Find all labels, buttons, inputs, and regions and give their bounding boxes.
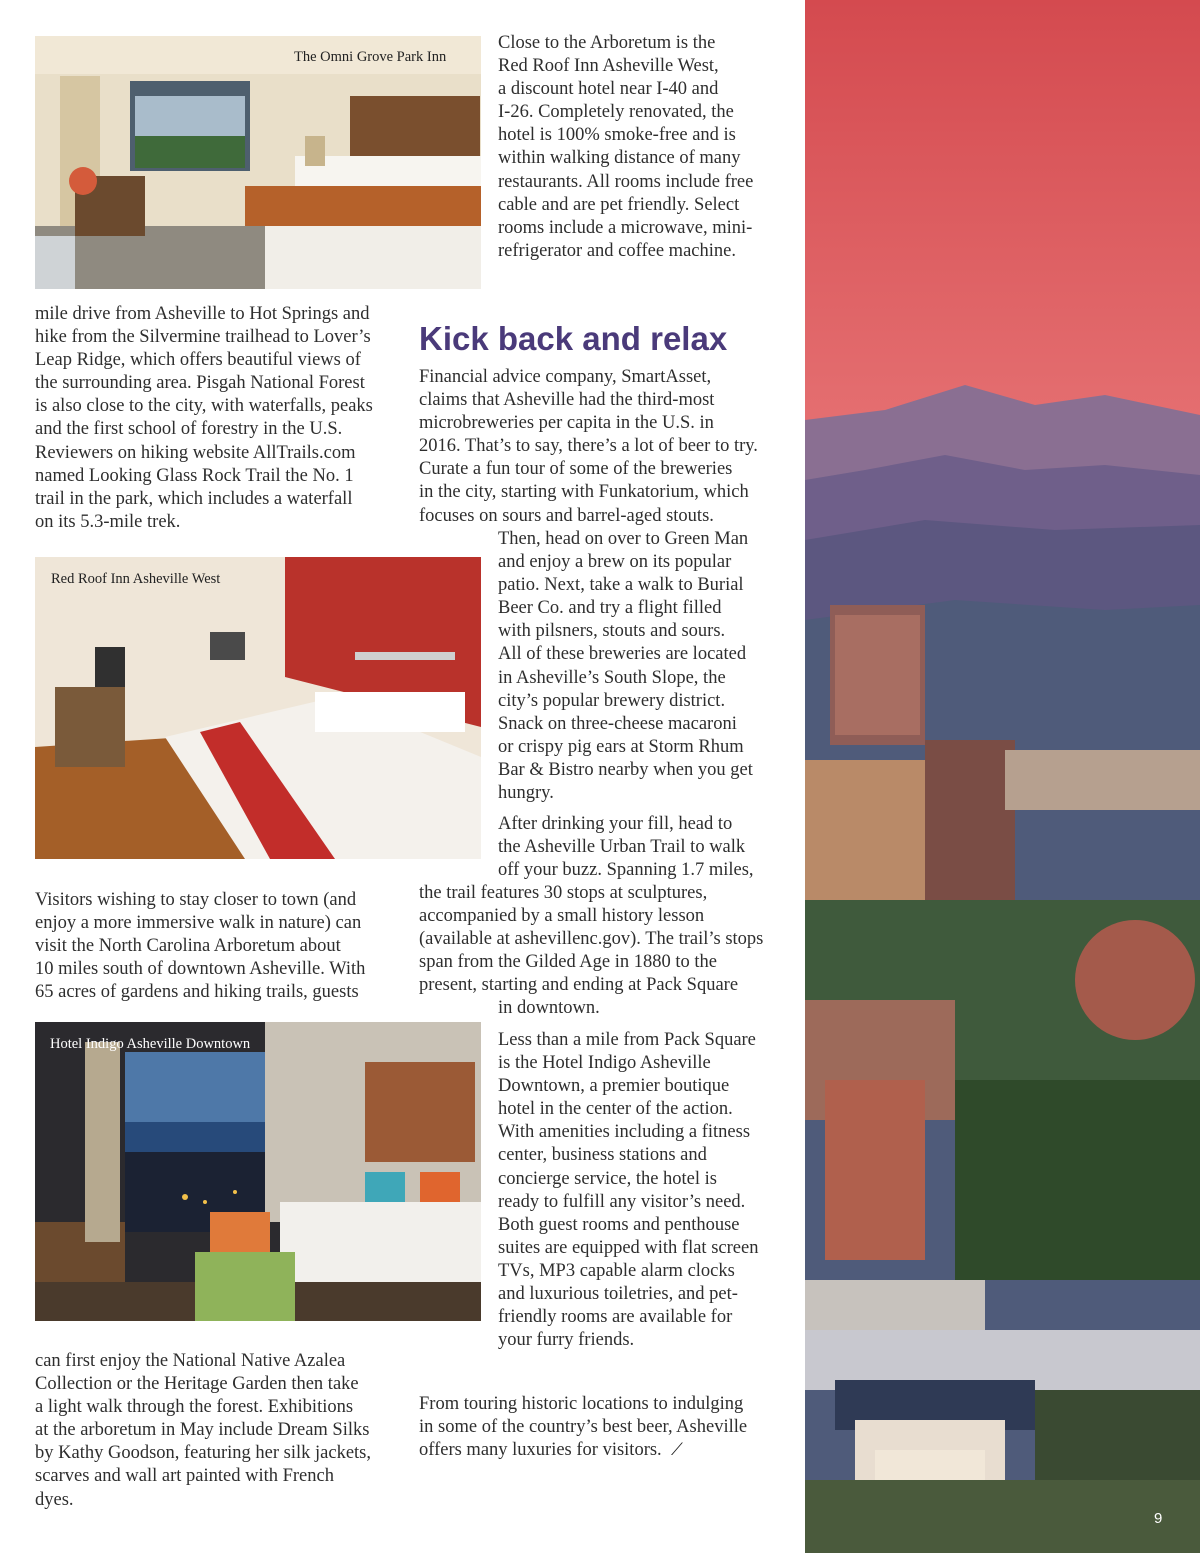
text-line: 10 miles south of downtown Asheville. With (35, 959, 366, 980)
text-line: Reviewers on hiking website AllTrails.com (35, 442, 356, 463)
text-line: is also close to the city, with waterfalls, peaks (35, 396, 373, 417)
text-line: trail in the park, which includes a waterfall (35, 488, 353, 509)
text-line: in the city, starting with Funkatorium, which (419, 482, 749, 503)
text-line: (available at ashevillenc.gov). The trail’s stops (419, 929, 764, 950)
text-line: 2016. That’s to say, there’s a lot of beer to try. (419, 436, 758, 457)
text-line: in Asheville’s South Slope, the (498, 667, 726, 688)
text-line: cable and are pet friendly. Select (498, 194, 740, 215)
text-line: Close to the Arboretum is the (498, 33, 716, 53)
text-line: Red Roof Inn Asheville West, (498, 56, 719, 77)
text-line: TVs, MP3 capable alarm clocks (498, 1260, 735, 1281)
text-line: offers many luxuries for visitors. (419, 1440, 662, 1461)
text-line: ready to fulfill any visitor’s need. (498, 1191, 746, 1212)
text-line: hungry. (498, 783, 554, 804)
text-line: hike from the Silvermine trailhead to Lover’s (35, 327, 371, 348)
text-line: the surrounding area. Pisgah National Forest (35, 373, 365, 394)
text-line: claims that Asheville had the third-most (419, 390, 715, 411)
text-line: or crispy pig ears at Storm Rhum (498, 736, 744, 757)
text-line: Downtown, a premier boutique (498, 1076, 730, 1097)
text-line: can first enjoy the National Native Azalea (35, 1351, 346, 1371)
text-line: scarves and wall art painted with French (35, 1466, 334, 1487)
end-mark-icon: ⟋ (670, 1440, 683, 1461)
text-line: enjoy a more immersive walk in nature) can (35, 913, 362, 934)
text-line: hotel is 100% smoke-free and is (498, 125, 736, 146)
text-line: span from the Gilded Age in 1880 to the (419, 952, 718, 973)
red-roof-inn-photo (35, 557, 481, 859)
text-line: I-26. Completely renovated, the (498, 102, 734, 123)
text-line: mile drive from Asheville to Hot Springs and (35, 304, 370, 324)
text-line: Less than a mile from Pack Square (498, 1030, 756, 1050)
text-line: Curate a fun tour of some of the breweries (419, 459, 733, 480)
right-paragraph-closing (419, 1393, 799, 1462)
text-line: Snack on three-cheese macaroni (498, 713, 737, 734)
text-line: Visitors wishing to stay closer to town (and (35, 890, 357, 910)
text-line: within walking distance of many (498, 148, 741, 169)
left-paragraph-azalea (35, 1350, 415, 1512)
text-line-with-endmark (419, 1439, 799, 1462)
text-line: microbreweries per capita in the U.S. in (419, 413, 714, 434)
right-paragraph-urban-trail-cont (419, 882, 799, 997)
text-line: with pilsners, stouts and sours. (498, 621, 726, 642)
text-line: and the first school of forestry in the U.S. (35, 419, 343, 440)
text-line: Collection or the Heritage Garden then take (35, 1374, 359, 1395)
text-line: a discount hotel near I-40 and (498, 79, 719, 100)
left-paragraph-hiking (35, 303, 415, 534)
section-heading: Kick back and relax (419, 320, 728, 357)
text-line: Bar & Bistro nearby when you get (498, 759, 753, 780)
text-line: rooms include a microwave, mini- (498, 217, 753, 238)
text-line: is the Hotel Indigo Asheville (498, 1053, 711, 1074)
text-line: named Looking Glass Rock Trail the No. 1 (35, 465, 354, 486)
text-line: by Kathy Goodson, featuring her silk jackets, (35, 1443, 372, 1464)
text-line: accompanied by a small history lesson (419, 906, 705, 927)
right-paragraph-hotel-indigo (498, 1029, 798, 1352)
omni-grove-park-inn-photo (35, 36, 481, 289)
text-line: and enjoy a brew on its popular (498, 552, 732, 573)
text-line: hotel in the center of the action. (498, 1099, 733, 1120)
text-line: in some of the country’s best beer, Asheville (419, 1417, 748, 1438)
text-line: Both guest rooms and penthouse (498, 1214, 740, 1235)
text-line: off your buzz. Spanning 1.7 miles, (498, 860, 754, 881)
text-line: restaurants. All rooms include free (498, 171, 754, 192)
right-paragraph-breweries-cont (498, 528, 798, 805)
text-line: at the arboretum in May include Dream Silks (35, 1420, 370, 1441)
text-line: Beer Co. and try a flight filled (498, 598, 722, 619)
photo-caption: The Omni Grove Park Inn (294, 49, 447, 65)
text-line: From touring historic locations to indulging (419, 1394, 744, 1414)
text-line: friendly rooms are available for (498, 1307, 733, 1328)
text-line: your furry friends. (498, 1330, 635, 1351)
page-number: 9 (1154, 1510, 1163, 1527)
text-line: in downtown. (498, 998, 600, 1018)
right-paragraph-red-roof (498, 32, 798, 263)
text-line: present, starting and ending at Pack Square (419, 975, 739, 996)
hotel-indigo-photo (35, 1022, 481, 1321)
text-line: After drinking your fill, head to (498, 814, 733, 834)
right-paragraph-urban-trail (498, 813, 798, 882)
text-line: city’s popular brewery district. (498, 690, 726, 711)
left-paragraph-arboretum (35, 889, 415, 1004)
text-line: a light walk through the forest. Exhibitions (35, 1397, 354, 1418)
text-line: refrigerator and coffee machine. (498, 240, 736, 261)
text-line: dyes. (35, 1489, 74, 1510)
photo-caption: Hotel Indigo Asheville Downtown (50, 1036, 251, 1052)
right-paragraph-urban-trail-end (498, 997, 798, 1020)
text-line: With amenities including a fitness (498, 1122, 751, 1143)
asheville-skyline-photo (805, 0, 1200, 1553)
text-line: 65 acres of gardens and hiking trails, guests (35, 982, 359, 1003)
text-line: and luxurious toiletries, and pet- (498, 1284, 738, 1305)
text-line: suites are equipped with flat screen (498, 1237, 759, 1258)
text-line: visit the North Carolina Arboretum about (35, 936, 341, 957)
right-paragraph-breweries (419, 366, 799, 528)
text-line: All of these breweries are located (498, 644, 747, 665)
text-line: Then, head on over to Green Man (498, 529, 749, 549)
photo-caption: Red Roof Inn Asheville West (51, 571, 221, 587)
text-line: concierge service, the hotel is (498, 1168, 718, 1189)
text-line: center, business stations and (498, 1145, 707, 1166)
text-line: Leap Ridge, which offers beautiful views of (35, 350, 361, 371)
text-line: focuses on sours and barrel-aged stouts. (419, 505, 714, 526)
text-line: Financial advice company, SmartAsset, (419, 367, 712, 387)
text-line: the trail features 30 stops at sculptures, (419, 883, 708, 903)
text-line: the Asheville Urban Trail to walk (498, 837, 746, 858)
text-line: on its 5.3-mile trek. (35, 511, 181, 532)
text-line: patio. Next, take a walk to Burial (498, 575, 744, 596)
